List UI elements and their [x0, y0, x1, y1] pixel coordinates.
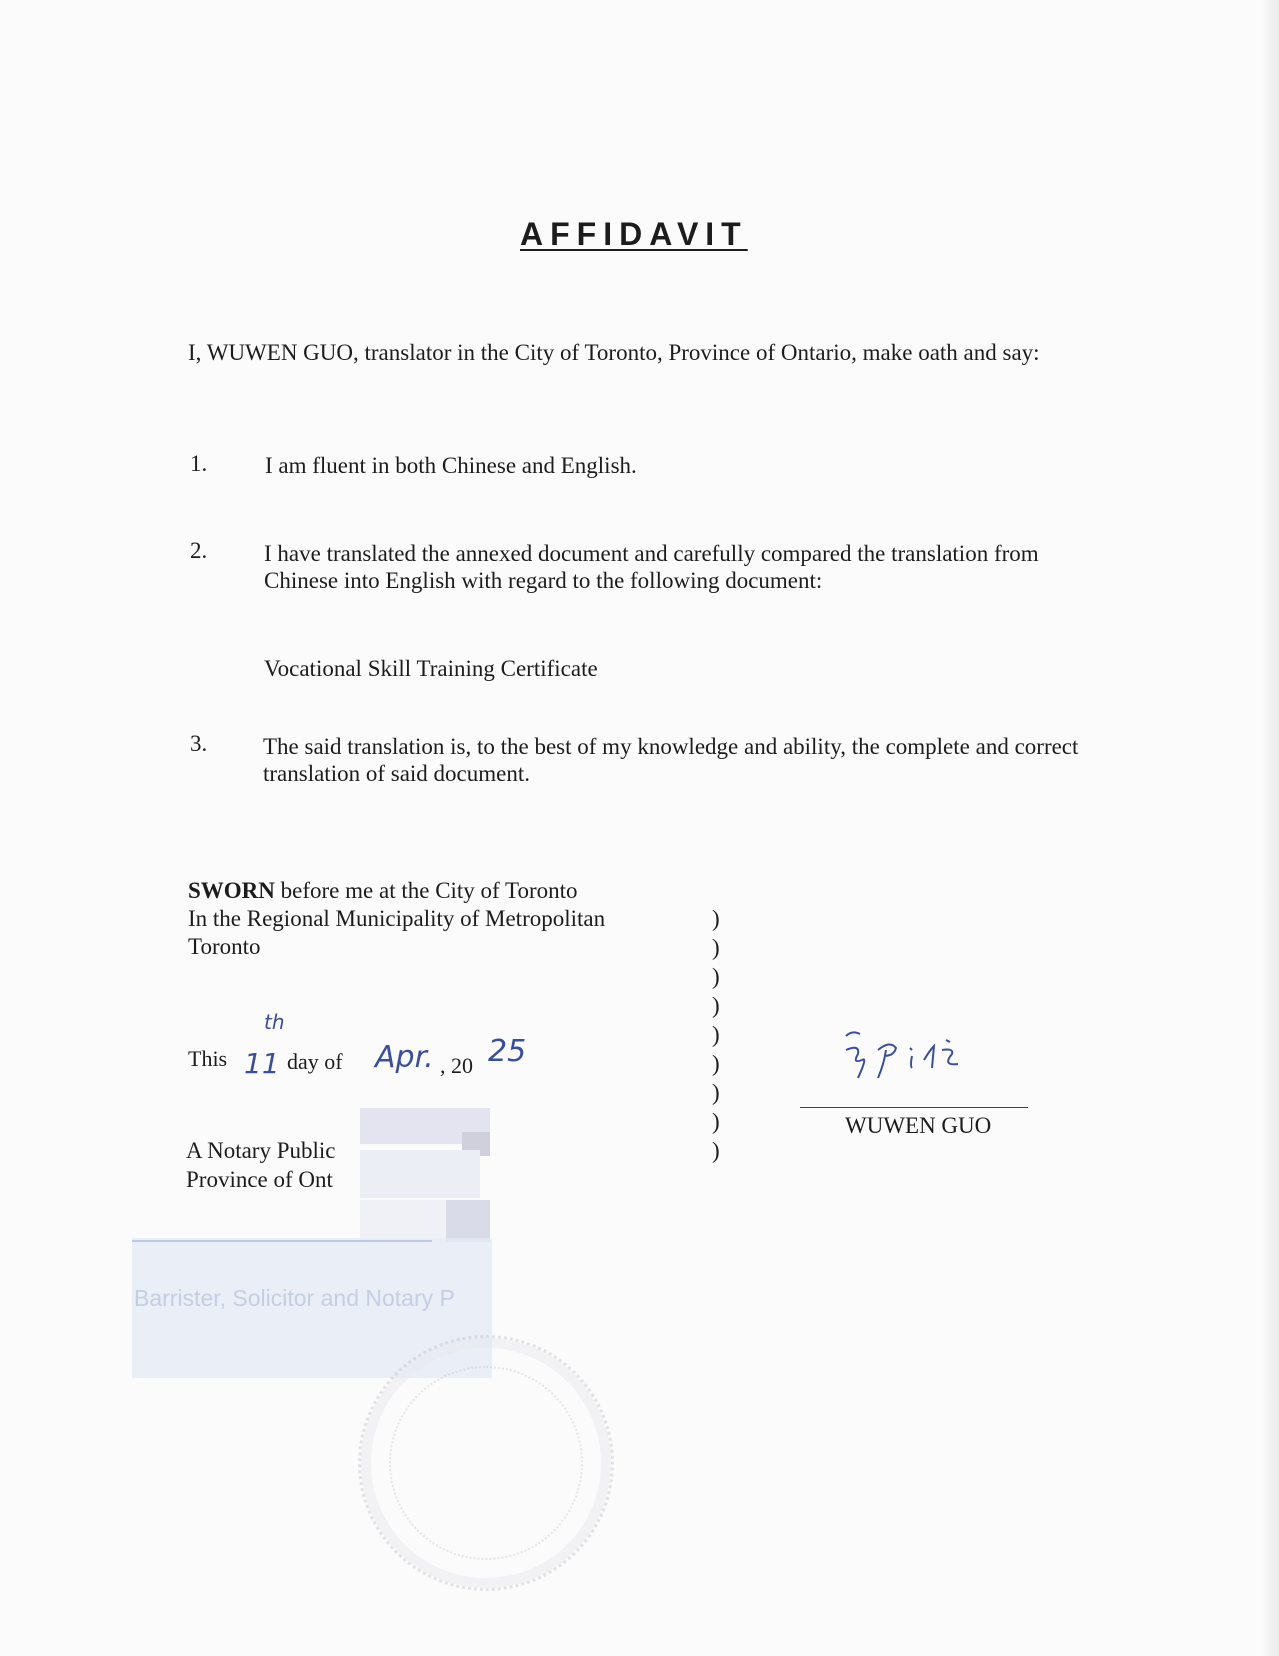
handwritten-month: Apr.: [375, 1040, 434, 1075]
day-of-label: day of: [287, 1049, 343, 1074]
item-number-1: 1.: [190, 451, 208, 476]
item-text-1: I am fluent in both Chinese and English.: [265, 453, 637, 478]
sworn-line-2: In the Regional Municipality of Metropolitan: [188, 906, 606, 931]
sworn-line-3: Toronto: [188, 934, 261, 959]
document-name: Vocational Skill Training Certificate: [264, 656, 598, 681]
item-text-3: The said translation is, to the best of my knowledge and ability, the complete and correct translation of said document.: [263, 734, 1079, 786]
notary-seal-inner-ring: [389, 1366, 583, 1560]
stamp-rule: [132, 1240, 432, 1242]
document-title: AFFIDAVIT: [520, 216, 748, 252]
notary-seal: [358, 1335, 614, 1591]
stamp-text: Barrister, Solicitor and Notary P: [134, 1285, 455, 1311]
notary-line-1: A Notary Public: [186, 1138, 336, 1163]
handwritten-day-suffix: th: [264, 1010, 285, 1034]
handwritten-day: 11: [244, 1047, 280, 1080]
signature-line: [800, 1107, 1028, 1108]
bracket: ): [712, 1080, 720, 1105]
bracket: ): [712, 1109, 720, 1134]
intro-paragraph: I, WUWEN GUO, translator in the City of Toronto, Province of Ontario, make oath and say:: [188, 340, 1040, 365]
bracket: ): [712, 1051, 720, 1076]
bracket: ): [712, 964, 720, 989]
sworn-label: SWORN: [188, 878, 275, 903]
bracket: ): [712, 993, 720, 1018]
sworn-block: [188, 877, 708, 961]
notary-line-2: Province of Ont: [186, 1167, 333, 1192]
item-number-2: 2.: [190, 538, 208, 563]
bracket: ): [712, 1022, 720, 1047]
redaction-block: [360, 1150, 480, 1198]
bracket: ): [712, 1138, 720, 1163]
bracket: ): [712, 935, 720, 960]
handwritten-year: 25: [488, 1034, 527, 1069]
redaction-block: [360, 1200, 446, 1240]
signatory-name: WUWEN GUO: [845, 1113, 992, 1138]
year-prefix: , 20: [440, 1053, 473, 1078]
this-label: This: [188, 1046, 228, 1071]
notary-block: [186, 1136, 336, 1194]
page-edge-shadow: [1261, 0, 1279, 1656]
bracket-column: [712, 904, 720, 1165]
item-number-3: 3.: [190, 731, 208, 756]
item-text-2: I have translated the annexed document and carefully compared the translation from Chinese into English with regard to the following document:: [264, 541, 1039, 593]
sworn-line-1: before me at the City of Toronto: [274, 878, 578, 903]
bracket: ): [712, 906, 720, 931]
date-line: [188, 1046, 227, 1072]
redaction-block: [446, 1200, 490, 1242]
signature-scribble-icon: [838, 1020, 998, 1092]
